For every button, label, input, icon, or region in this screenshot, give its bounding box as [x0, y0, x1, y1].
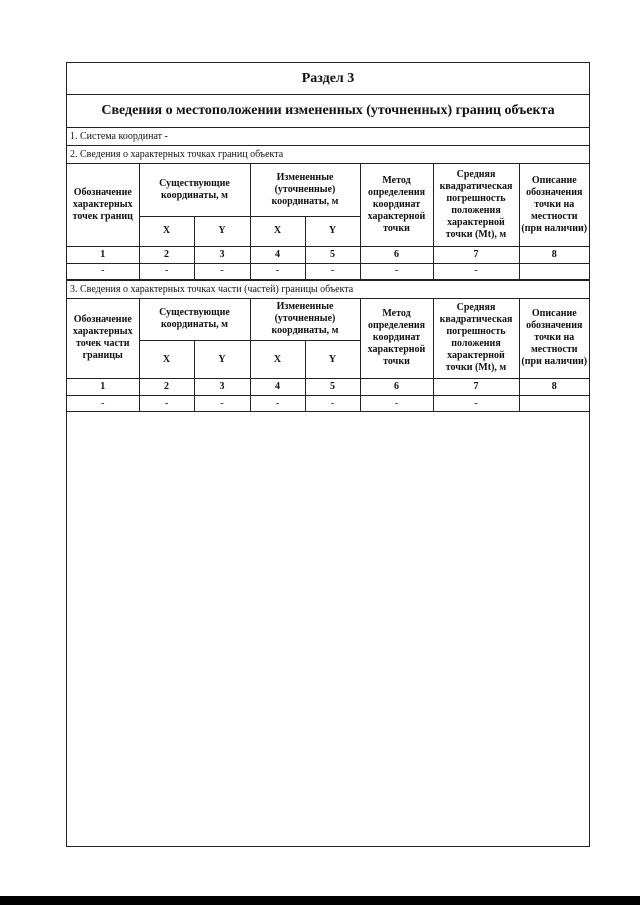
- col-number: 2: [139, 246, 194, 263]
- table-cell: -: [433, 396, 519, 412]
- table-cell: [519, 263, 589, 279]
- table-cell: -: [139, 396, 194, 412]
- table-cell: -: [67, 396, 139, 412]
- col-existing-coords: Существующие координаты, м: [139, 299, 250, 341]
- col-changed-y: Y: [305, 216, 360, 246]
- table-cell: -: [139, 263, 194, 279]
- col-existing-x: X: [139, 216, 194, 246]
- col-error: Средняя квадратическая погрешность положения характерной точки (Mt), м: [433, 164, 519, 246]
- table-cell: -: [305, 263, 360, 279]
- col-number: 8: [519, 379, 589, 396]
- table-cell: -: [360, 263, 433, 279]
- col-description: Описание обозначения точки на местности (при наличии): [519, 164, 589, 246]
- section-subtitle: Сведения о местоположении измененных (уточненных) границ объекта: [67, 95, 589, 128]
- col-number: 4: [250, 246, 305, 263]
- table-cell: -: [250, 263, 305, 279]
- table-cell: -: [194, 263, 250, 279]
- col-error: Средняя квадратическая погрешность положения характерной точки (Mt), м: [433, 299, 519, 379]
- table-cell: -: [194, 396, 250, 412]
- col-method: Метод определения координат характерной точки: [360, 299, 433, 379]
- col-changed-x: X: [250, 341, 305, 379]
- part-boundary-points-table: [67, 299, 589, 413]
- document-frame: [66, 62, 590, 847]
- section-title: Раздел 3: [67, 63, 589, 95]
- col-changed-coords: Измененные (уточненные) координаты, м: [250, 164, 360, 216]
- col-number: 7: [433, 379, 519, 396]
- col-number: 1: [67, 379, 139, 396]
- table-cell: -: [433, 263, 519, 279]
- col-designation: Обозначение характерных точек границ: [67, 164, 139, 246]
- col-existing-y: Y: [194, 216, 250, 246]
- col-number: 7: [433, 246, 519, 263]
- block3-heading: 3. Сведения о характерных точках части (частей) границы объекта: [67, 280, 589, 299]
- col-number: 8: [519, 246, 589, 263]
- col-changed-y: Y: [305, 341, 360, 379]
- col-number: 6: [360, 379, 433, 396]
- table-cell: -: [67, 263, 139, 279]
- col-number: 3: [194, 246, 250, 263]
- boundary-points-table: [67, 164, 589, 280]
- table-cell: -: [250, 396, 305, 412]
- col-number: 6: [360, 246, 433, 263]
- col-number: 1: [67, 246, 139, 263]
- col-method: Метод определения координат характерной точки: [360, 164, 433, 246]
- col-number: 3: [194, 379, 250, 396]
- scan-edge-bar: [0, 896, 640, 905]
- table-cell: -: [305, 396, 360, 412]
- col-number: 4: [250, 379, 305, 396]
- col-changed-coords: Измененные (уточненные) координаты, м: [250, 299, 360, 341]
- col-changed-x: X: [250, 216, 305, 246]
- coordinate-system-line: 1. Система координат -: [67, 128, 589, 146]
- col-description: Описание обозначения точки на местности (при наличии): [519, 299, 589, 379]
- col-number: 2: [139, 379, 194, 396]
- table-cell: [519, 396, 589, 412]
- col-existing-x: X: [139, 341, 194, 379]
- col-number: 5: [305, 246, 360, 263]
- col-designation: Обозначение характерных точек части границы: [67, 299, 139, 379]
- table-cell: -: [360, 396, 433, 412]
- col-existing-y: Y: [194, 341, 250, 379]
- col-number: 5: [305, 379, 360, 396]
- block2-heading: 2. Сведения о характерных точках границ объекта: [67, 146, 589, 164]
- col-existing-coords: Существующие координаты, м: [139, 164, 250, 216]
